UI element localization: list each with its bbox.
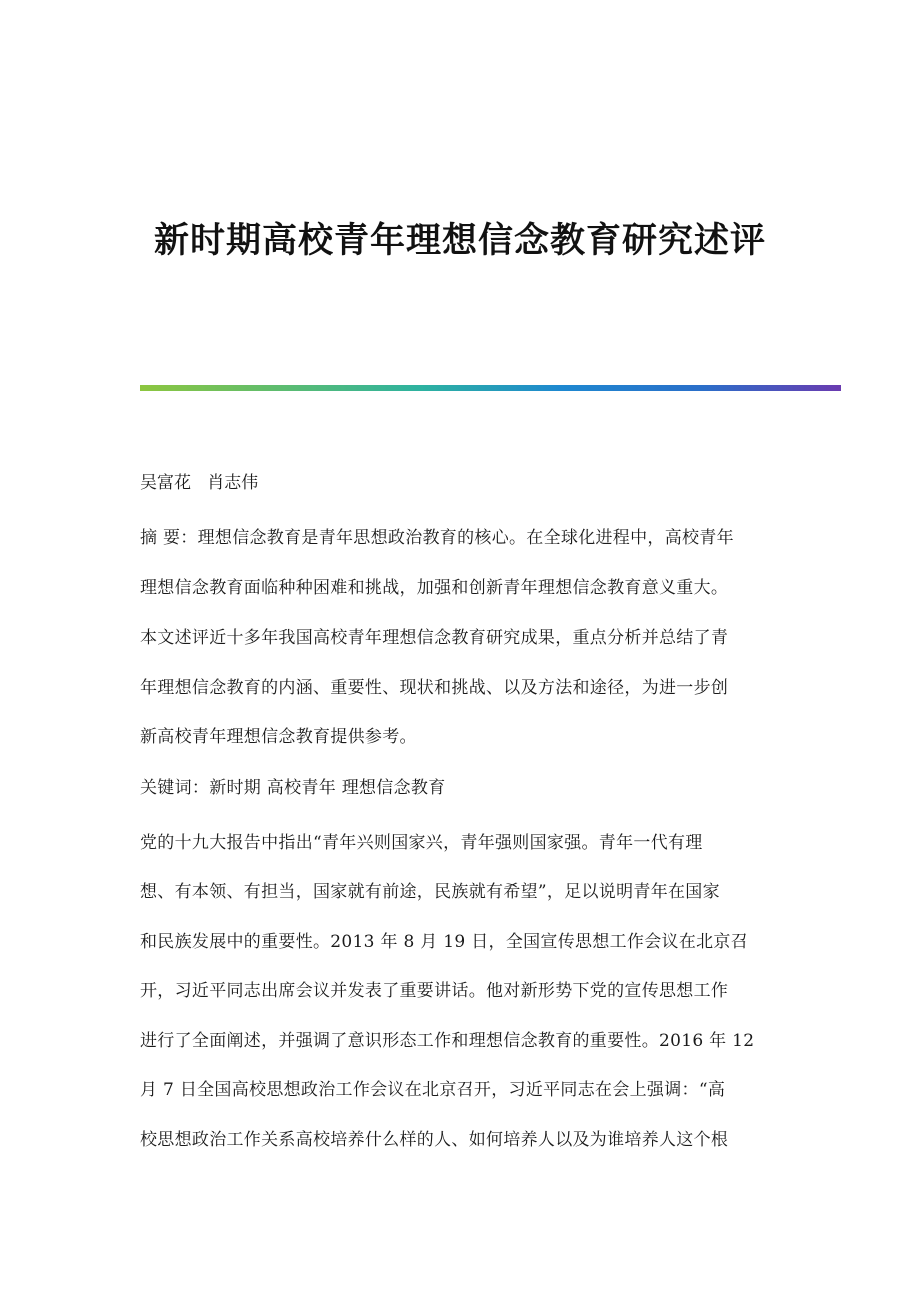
body-line: 月 7 日全国高校思想政治工作会议在北京召开，习近平同志在会上强调：“高 xyxy=(140,1080,726,1100)
abstract-line: 本文述评近十多年我国高校青年理想信念教育研究成果，重点分析并总结了青 xyxy=(140,628,729,648)
document-title: 新时期高校青年理想信念教育研究述评 xyxy=(153,220,766,261)
abstract-line: 年理想信念教育的内涵、重要性、现状和挑战、以及方法和途径，为进一步创 xyxy=(140,678,729,698)
authors: 吴富花 肖志伟 xyxy=(140,473,259,493)
keywords: 关键词：新时期 高校青年 理想信念教育 xyxy=(140,778,446,798)
abstract-line: 新高校青年理想信念教育提供参考。 xyxy=(140,727,417,747)
body-line: 想、有本领、有担当，国家就有前途，民族就有希望”，足以说明青年在国家 xyxy=(140,882,720,902)
title-divider xyxy=(140,385,841,391)
body-line: 党的十九大报告中指出“青年兴则国家兴，青年强则国家强。青年一代有理 xyxy=(140,833,703,853)
body-line: 开，习近平同志出席会议并发表了重要讲话。他对新形势下党的宣传思想工作 xyxy=(140,981,729,1001)
body-line: 校思想政治工作关系高校培养什么样的人、如何培养人以及为谁培养人这个根 xyxy=(140,1130,729,1150)
body-line: 进行了全面阐述，并强调了意识形态工作和理想信念教育的重要性。2016 年 12 xyxy=(140,1031,755,1051)
abstract-line: 摘 要：理想信念教育是青年思想政治教育的核心。在全球化进程中，高校青年 xyxy=(140,528,734,548)
body-line: 和民族发展中的重要性。2013 年 8 月 19 日，全国宣传思想工作会议在北京召 xyxy=(140,932,749,952)
abstract-line: 理想信念教育面临种种困难和挑战，加强和创新青年理想信念教育意义重大。 xyxy=(140,578,729,598)
